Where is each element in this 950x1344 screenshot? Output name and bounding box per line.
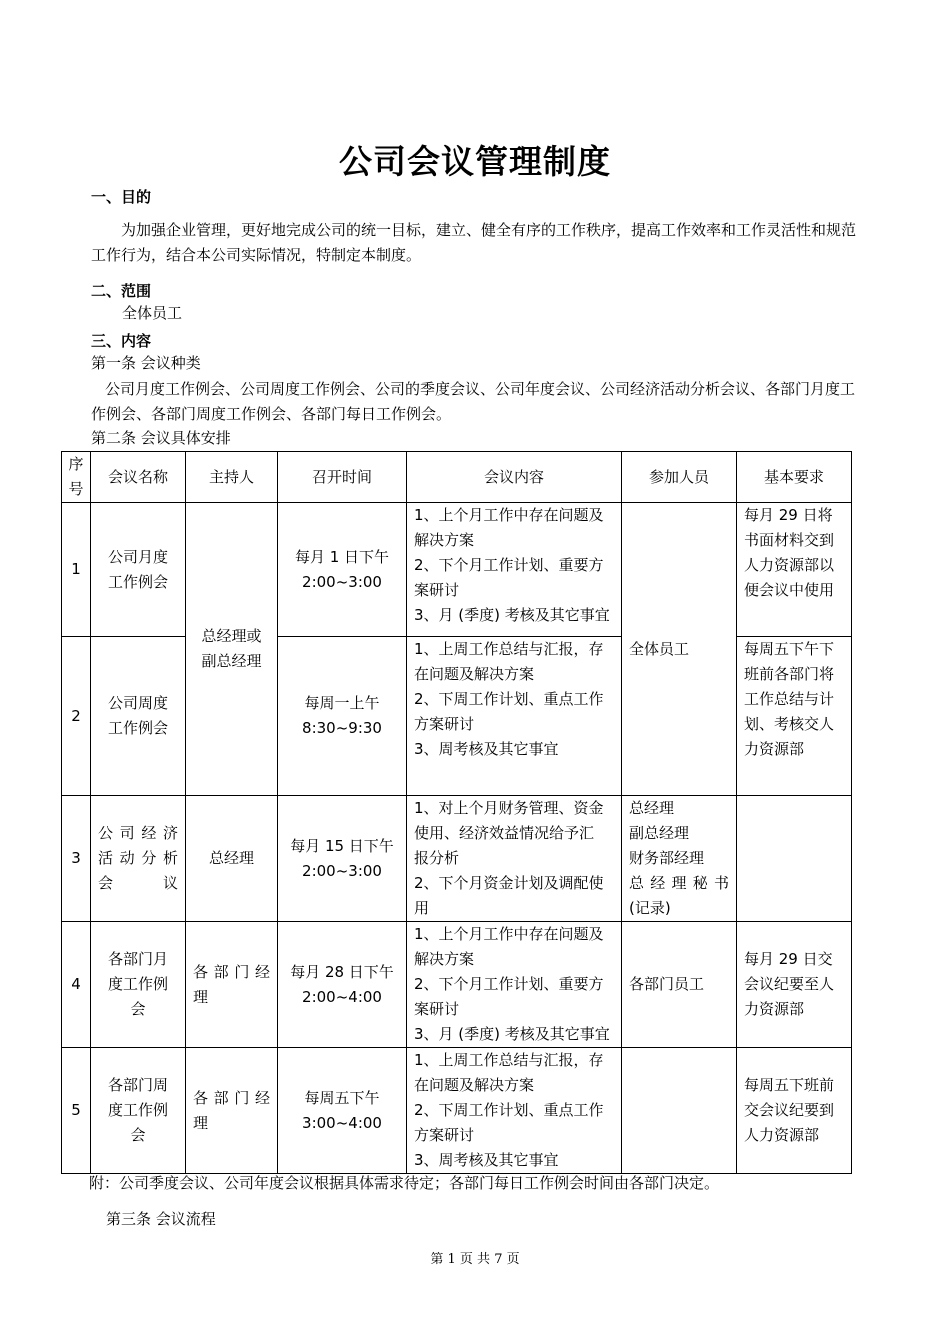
row-content	[407, 796, 622, 922]
attendee-line: 财务部经理	[629, 849, 705, 867]
content-line: 2、下个月工作计划、重要方	[414, 556, 604, 574]
header-no	[62, 452, 91, 503]
article3-title: 第三条 会议流程	[106, 1210, 216, 1228]
row-meeting-name	[91, 1048, 186, 1174]
row-content	[407, 1048, 622, 1174]
content-line: 2、下个月资金计划及调配使	[414, 874, 604, 892]
name-line: 度工作例	[107, 1101, 168, 1119]
section-purpose-text: 为加强企业管理，更好地完成公司的统一目标，建立、健全有序的工作秩序，提高工作效率和工作灵活性和规范工作行为，结合本公司实际情况，特制定本制度。	[91, 221, 857, 264]
row-time	[278, 637, 407, 796]
article1-text: 公司月度工作例会、公司周度工作例会、公司的季度会议、公司年度会议、公司经济活动分析会议、各部门月度工作例会、各部门周度工作例会、各部门每日工作例会。	[91, 380, 856, 423]
content-line: 2、下个月工作计划、重要方	[414, 975, 604, 993]
row-attendees: 各部门员工	[622, 922, 737, 1048]
host-line: 各部门经	[193, 962, 270, 981]
row-time	[278, 1048, 407, 1174]
table-row	[62, 1048, 852, 1174]
row-content	[407, 637, 622, 796]
row-no: 5	[62, 1048, 91, 1174]
content-line: 案研讨	[414, 581, 460, 599]
row-time	[278, 922, 407, 1048]
requirement-line: 人力资源部以	[744, 556, 835, 574]
header-no-line: 号	[68, 480, 84, 498]
attendee-line: 总经理	[629, 799, 675, 817]
time-line: 3:00~4:00	[302, 1113, 382, 1132]
header-attendees: 参加人员	[622, 452, 737, 503]
row-requirements	[737, 922, 852, 1048]
row-host	[186, 922, 278, 1048]
host-line: 各部门经	[193, 1088, 270, 1107]
name-line: 各部门周	[107, 1076, 168, 1094]
name-line: 活动分析	[98, 849, 178, 867]
row-no: 4	[62, 922, 91, 1048]
content-line: 在问题及解决方案	[414, 1076, 535, 1094]
name-line: 度工作例	[107, 975, 168, 993]
table-row	[62, 922, 852, 1048]
content-line: 方案研讨	[414, 1126, 475, 1144]
row-content	[407, 503, 622, 637]
header-host: 主持人	[186, 452, 278, 503]
row-meeting-name	[91, 637, 186, 796]
article2-title: 第二条 会议具体安排	[91, 429, 231, 447]
meeting-schedule-table	[61, 451, 852, 1174]
content-line: 1、上周工作总结与汇报，存	[414, 640, 604, 658]
requirement-line: 便会议中使用	[744, 581, 835, 599]
table-row	[62, 796, 852, 922]
attendee-line: 总经理秘书	[629, 874, 729, 892]
attendee-line: 副总经理	[629, 824, 690, 842]
requirement-line: 交会议纪要到	[744, 1101, 835, 1119]
name-line: 公司月度	[107, 547, 168, 566]
name-line: 各部门月	[107, 950, 168, 968]
host-line: 理	[193, 1113, 209, 1132]
attendee-line: (记录)	[629, 899, 671, 917]
requirement-line: 每周五下午下	[744, 640, 835, 658]
requirement-line: 会议纪要至人	[744, 975, 835, 993]
time-line: 每月 28 日下午	[290, 962, 394, 981]
section-purpose-heading: 一、目的	[91, 188, 152, 206]
name-line: 工作例会	[107, 572, 168, 591]
row-attendees	[622, 1048, 737, 1174]
requirement-line: 力资源部	[744, 740, 805, 758]
row-requirements	[737, 503, 852, 637]
name-line: 会	[130, 1126, 146, 1144]
name-line: 公司周度	[107, 694, 168, 712]
row-time	[278, 796, 407, 922]
section-content-heading: 三、内容	[91, 332, 152, 350]
table-header-row	[62, 452, 852, 503]
content-line: 方案研讨	[414, 715, 475, 733]
content-line: 1、上个月工作中存在问题及	[414, 925, 604, 943]
header-no-line: 序	[68, 455, 84, 473]
name-line: 公司经济	[98, 824, 178, 842]
requirement-line: 书面材料交到	[744, 531, 835, 549]
header-content: 会议内容	[407, 452, 622, 503]
time-line: 每周一上午	[304, 694, 380, 712]
time-line: 2:00~3:00	[302, 572, 382, 591]
row-requirements	[737, 1048, 852, 1174]
time-line: 每月 1 日下午	[294, 547, 390, 566]
row-attendees	[622, 796, 737, 922]
time-line: 2:00~3:00	[302, 861, 382, 880]
name-line: 会	[130, 1000, 146, 1018]
row-time	[278, 503, 407, 637]
requirement-line: 每月 29 日将	[744, 506, 833, 524]
time-line: 8:30~9:30	[302, 719, 382, 737]
time-line: 每周五下午	[304, 1088, 380, 1107]
row-no: 3	[62, 796, 91, 922]
requirement-line: 力资源部	[744, 1000, 805, 1018]
row-meeting-name	[91, 503, 186, 637]
row-host	[186, 1048, 278, 1174]
row-content	[407, 922, 622, 1048]
row-host: 总经理	[186, 796, 278, 922]
requirement-line: 每月 29 日交	[744, 950, 833, 968]
requirement-line: 班前各部门将	[744, 665, 835, 683]
content-line: 3、月 (季度) 考核及其它事宜	[414, 1025, 610, 1043]
content-line: 2、下周工作计划、重点工作	[414, 690, 604, 708]
header-requirements: 基本要求	[737, 452, 852, 503]
time-line: 每月 15 日下午	[290, 836, 394, 855]
requirement-line: 每周五下班前	[744, 1076, 835, 1094]
content-line: 3、月 (季度) 考核及其它事宜	[414, 606, 610, 624]
header-name: 会议名称	[91, 452, 186, 503]
content-line: 1、上个月工作中存在问题及	[414, 506, 604, 524]
row-host-merged	[186, 503, 278, 796]
row-attendees-merged: 全体员工	[622, 503, 737, 796]
content-line: 解决方案	[414, 950, 475, 968]
row-no: 1	[62, 503, 91, 637]
content-line: 报分析	[414, 849, 460, 867]
content-line: 解决方案	[414, 531, 475, 549]
host-line: 理	[193, 987, 209, 1006]
name-line: 工作例会	[107, 719, 168, 737]
header-time: 召开时间	[278, 452, 407, 503]
content-line: 3、周考核及其它事宜	[414, 740, 559, 758]
article1-title: 第一条 会议种类	[91, 354, 201, 372]
requirement-line: 人力资源部	[744, 1126, 820, 1144]
content-line: 1、对上个月财务管理、资金	[414, 799, 604, 817]
content-line: 1、上周工作总结与汇报，存	[414, 1051, 604, 1069]
row-no: 2	[62, 637, 91, 796]
host-line: 副总经理	[201, 652, 262, 670]
page-footer: 第 1 页 共 7 页	[430, 1252, 520, 1267]
content-line: 在问题及解决方案	[414, 665, 535, 683]
content-line: 使用、经济效益情况给予汇	[414, 824, 595, 842]
requirement-line: 工作总结与计	[744, 690, 835, 708]
section-scope-heading: 二、范围	[91, 282, 152, 300]
name-line: 会议	[98, 874, 178, 892]
table-row	[62, 503, 852, 637]
table-footnote: 附：公司季度会议、公司年度会议根据具体需求待定；各部门每日工作例会时间由各部门决定。	[89, 1174, 720, 1192]
content-line: 案研讨	[414, 1000, 460, 1018]
document-title: 公司会议管理制度	[339, 142, 611, 181]
time-line: 2:00~4:00	[302, 987, 382, 1006]
row-requirements	[737, 796, 852, 922]
host-line: 总经理或	[201, 627, 262, 645]
row-meeting-name	[91, 796, 186, 922]
content-line: 3、周考核及其它事宜	[414, 1151, 559, 1169]
content-line: 用	[414, 899, 430, 917]
requirement-line: 划、考核交人	[744, 715, 835, 733]
row-requirements	[737, 637, 852, 796]
row-meeting-name	[91, 922, 186, 1048]
section-scope-text: 全体员工	[122, 304, 183, 322]
content-line: 2、下周工作计划、重点工作	[414, 1101, 604, 1119]
